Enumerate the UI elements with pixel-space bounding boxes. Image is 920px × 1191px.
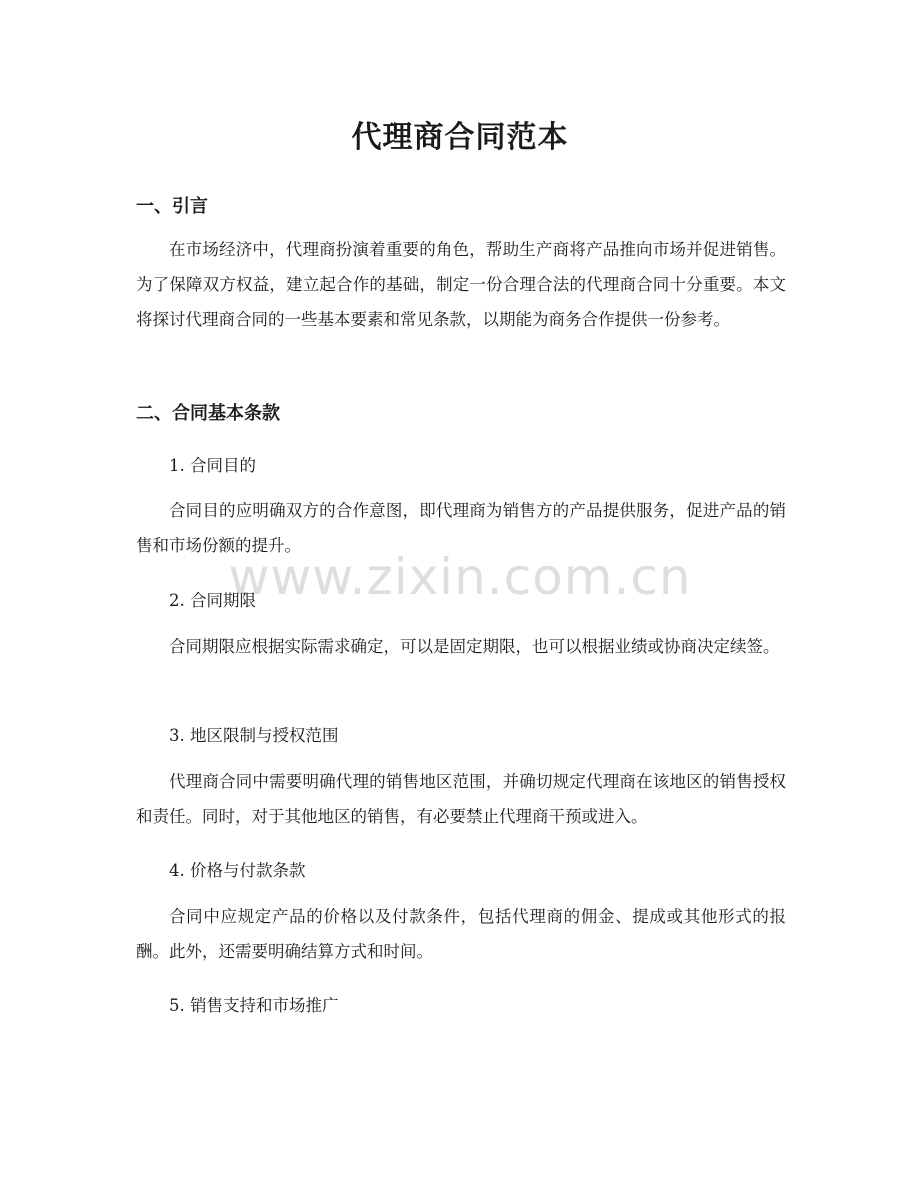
intro-paragraph: 在市场经济中，代理商扮演着重要的角色，帮助生产商将产品推向市场并促进销售。为了保障双方权益，建立起合作的基础，制定一份合理合法的代理商合同十分重要。本文将探讨代理商合同的一些基本要素和常见条款，以期能为商务合作提供一份参考。	[136, 240, 786, 329]
watermark: www.zixin.com.cn	[228, 548, 692, 606]
clause-paragraph-term: 合同期限应根据实际需求确定，可以是固定期限，也可以根据业绩或协商决定续签。	[169, 637, 780, 656]
section-heading-intro: 一、引言	[136, 196, 208, 217]
clause-paragraph-price: 合同中应规定产品的价格以及付款条件，包括代理商的佣金、提成或其他形式的报酬。此外，还需要明确结算方式和时间。	[136, 907, 786, 961]
clause-heading-purpose: 1. 合同目的	[169, 456, 256, 475]
document-title: 代理商合同范本	[351, 120, 569, 155]
clause-heading-term: 2. 合同期限	[169, 591, 256, 610]
clause-heading-price: 4. 价格与付款条款	[169, 861, 306, 880]
clause-paragraph-purpose: 合同目的应明确双方的合作意图，即代理商为销售方的产品提供服务，促进产品的销售和市场份额的提升。	[136, 501, 786, 555]
clause-heading-region: 3. 地区限制与授权范围	[169, 726, 339, 745]
section-heading-basic-terms: 二、合同基本条款	[136, 403, 280, 424]
clause-heading-sales-support: 5. 销售支持和市场推广	[169, 996, 339, 1015]
clause-paragraph-region: 代理商合同中需要明确代理的销售地区范围，并确切规定代理商在该地区的销售授权和责任。同时，对于其他地区的销售，有必要禁止代理商干预或进入。	[136, 772, 786, 826]
